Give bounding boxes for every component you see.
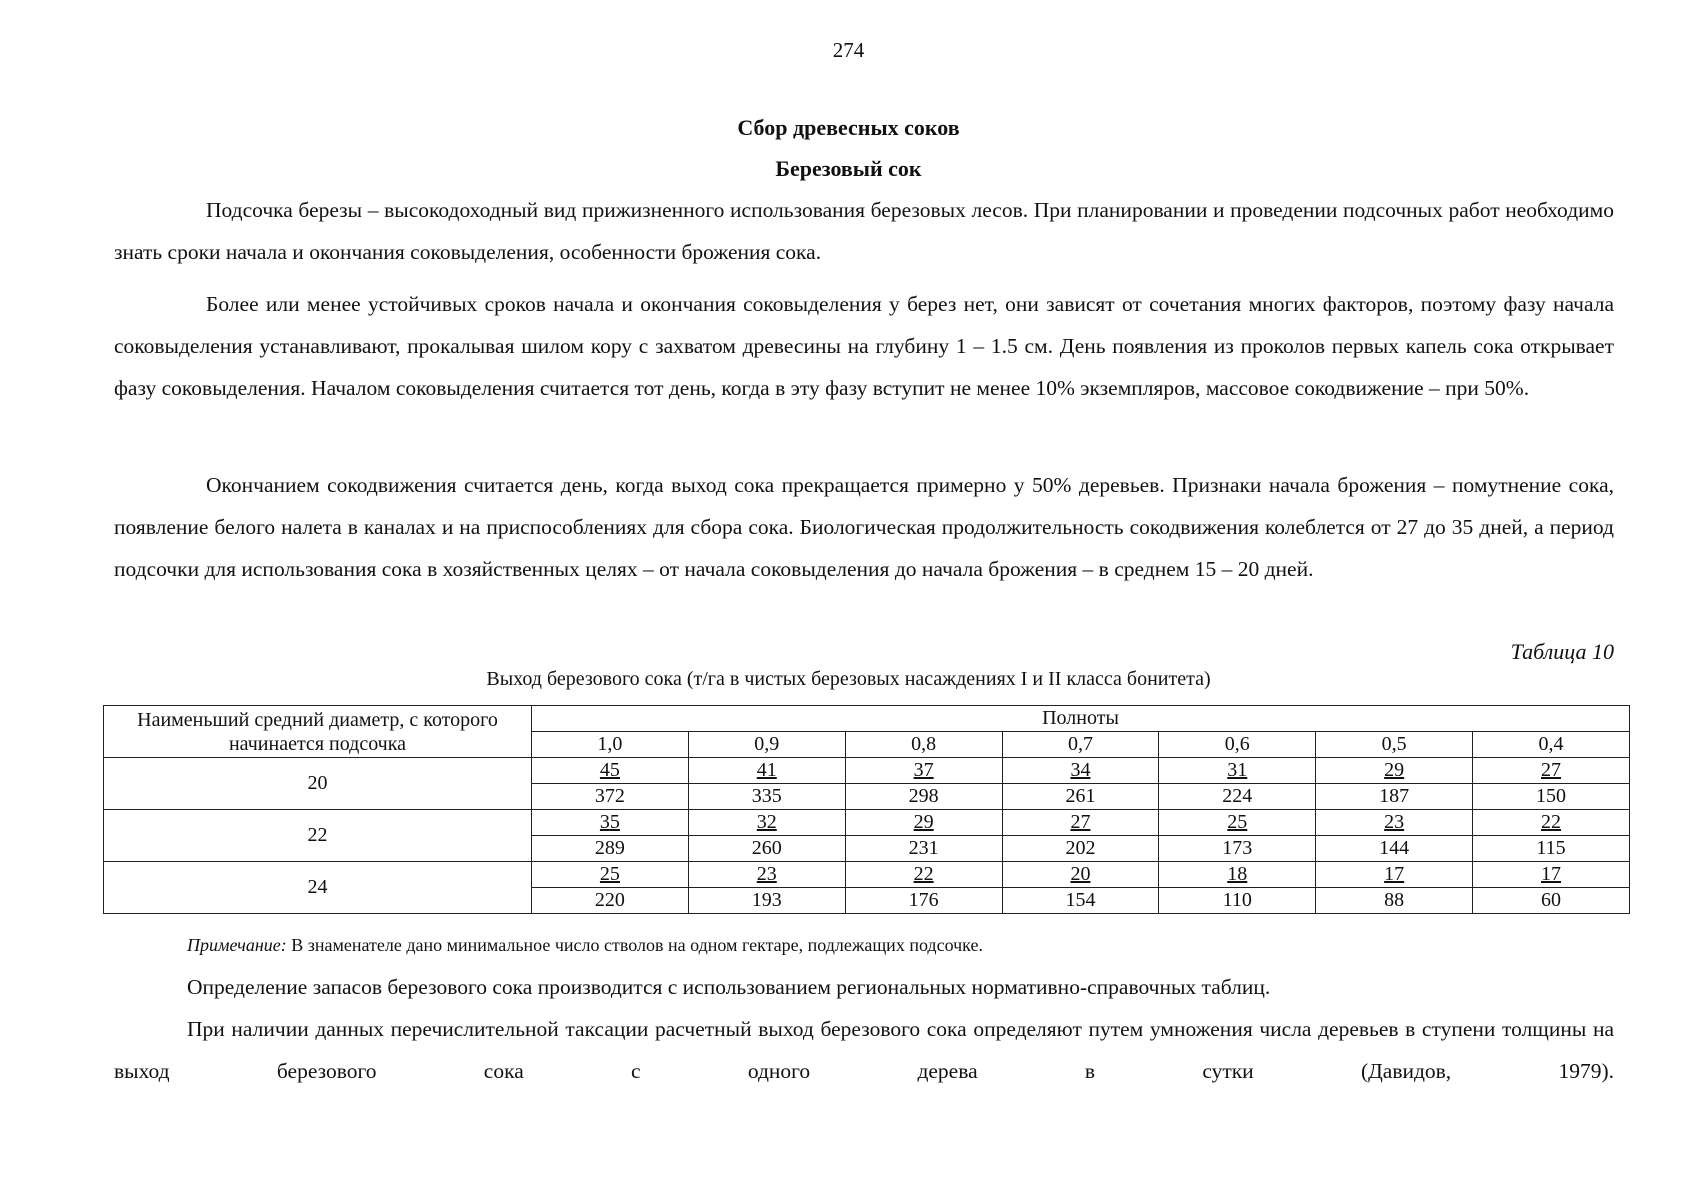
stem-count-cell: 60 [1473, 888, 1630, 914]
stem-count-cell: 224 [1159, 784, 1316, 810]
page-number: 274 [832, 38, 865, 62]
table-row [104, 862, 1630, 888]
stem-count-cell: 298 [845, 784, 1002, 810]
stem-count-cell: 110 [1159, 888, 1316, 914]
yield-cell: 31 [1159, 758, 1316, 784]
yield-cell: 34 [1002, 758, 1159, 784]
stem-count-cell: 176 [845, 888, 1002, 914]
header-density: 0,6 [1159, 732, 1316, 758]
stem-count-cell: 193 [688, 888, 845, 914]
table-caption: Выход березового сока (т/га в чистых березовых насаждениях I и II класса бонитета) [486, 668, 1211, 690]
header-density: 0,5 [1316, 732, 1473, 758]
stem-count-cell: 150 [1473, 784, 1630, 810]
stem-count-cell: 335 [688, 784, 845, 810]
yield-cell: 23 [1316, 810, 1473, 836]
stem-count-cell: 260 [688, 836, 845, 862]
header-density: 0,7 [1002, 732, 1159, 758]
yield-cell: 37 [845, 758, 1002, 784]
note-label: Примечание: [187, 935, 287, 955]
yield-cell: 22 [1473, 810, 1630, 836]
stem-count-cell: 187 [1316, 784, 1473, 810]
stem-count-cell: 289 [532, 836, 689, 862]
yield-cell: 29 [1316, 758, 1473, 784]
yield-cell: 18 [1159, 862, 1316, 888]
paragraph-2: Более или менее устойчивых сроков начала и окончания соковыделения у берез нет, они зависят от сочетания многих факторов, поэтому фазу начала соковыделения устанавливают, прокалывая шилом кору с захватом древесины на глубину 1 – 1.5 см. День появления из проколов первых капель сока открывает фазу соковыделения. Началом соковыделения считается тот день, когда в эту фазу вступит не менее 10% экземпляров, массовое сокодвижение – при 50%. [114, 292, 1614, 400]
stem-count-cell: 88 [1316, 888, 1473, 914]
table-row [104, 810, 1630, 836]
yield-cell: 20 [1002, 862, 1159, 888]
subsection-heading: Березовый сок [775, 156, 922, 181]
diameter-cell: 20 [104, 758, 532, 810]
yield-cell: 25 [1159, 810, 1316, 836]
section-heading: Сбор древесных соков [737, 115, 960, 140]
yield-cell: 45 [532, 758, 689, 784]
yield-cell: 35 [532, 810, 689, 836]
diameter-cell: 22 [104, 810, 532, 862]
table-row [104, 758, 1630, 784]
table-label: Таблица 10 [1510, 639, 1614, 664]
stem-count-cell: 115 [1473, 836, 1630, 862]
stem-count-cell: 231 [845, 836, 1002, 862]
diameter-cell: 24 [104, 862, 532, 914]
stem-count-cell: 154 [1002, 888, 1159, 914]
yield-cell: 22 [845, 862, 1002, 888]
stem-count-cell: 144 [1316, 836, 1473, 862]
paragraph-1: Подсочка березы – высокодоходный вид прижизненного использования березовых лесов. При планировании и проведении подсочных работ необходимо знать сроки начала и окончания соковыделения, особенности брожения сока. [114, 198, 1614, 264]
yield-cell: 32 [688, 810, 845, 836]
table-header-row [104, 706, 1630, 732]
paragraph-4: Определение запасов березового сока производится с использованием региональных нормативно-справочных таблиц. [187, 975, 1271, 999]
paragraph-3: Окончанием сокодвижения считается день, когда выход сока прекращается примерно у 50% деревьев. Признаки начала брожения – помутнение сока, появление белого налета в каналах и на приспособлениях для сбора сока. Биологическая продолжительность сокодвижения колеблется от 27 до 35 дней, а период подсочки для использования сока в хозяйственных целях – от начала соковыделения до начала брожения – в среднем 15 – 20 дней. [114, 473, 1614, 581]
stem-count-cell: 220 [532, 888, 689, 914]
yield-cell: 29 [845, 810, 1002, 836]
yield-cell: 27 [1002, 810, 1159, 836]
yield-cell: 17 [1473, 862, 1630, 888]
yield-cell: 27 [1473, 758, 1630, 784]
header-density-group: Полноты [532, 706, 1630, 732]
stem-count-cell: 372 [532, 784, 689, 810]
header-density: 1,0 [532, 732, 689, 758]
note-text: В знаменателе дано минимальное число стволов на одном гектаре, подлежащих подсочке. [291, 935, 983, 955]
yield-cell: 41 [688, 758, 845, 784]
header-density: 0,4 [1473, 732, 1630, 758]
header-density: 0,9 [688, 732, 845, 758]
stem-count-cell: 202 [1002, 836, 1159, 862]
sap-yield-table [103, 705, 1630, 914]
yield-cell: 23 [688, 862, 845, 888]
paragraph-5: При наличии данных перечислительной таксации расчетный выход березового сока определяют путем умножения числа деревьев в ступени толщины на выход березового сока с одного дерева в сутки (Давидов, 1979). [114, 1017, 1614, 1083]
yield-cell: 17 [1316, 862, 1473, 888]
header-diameter: Наименьший средний диаметр, с которого начинается подсочка [104, 706, 532, 758]
stem-count-cell: 261 [1002, 784, 1159, 810]
yield-cell: 25 [532, 862, 689, 888]
table-note [187, 935, 983, 956]
header-density: 0,8 [845, 732, 1002, 758]
stem-count-cell: 173 [1159, 836, 1316, 862]
